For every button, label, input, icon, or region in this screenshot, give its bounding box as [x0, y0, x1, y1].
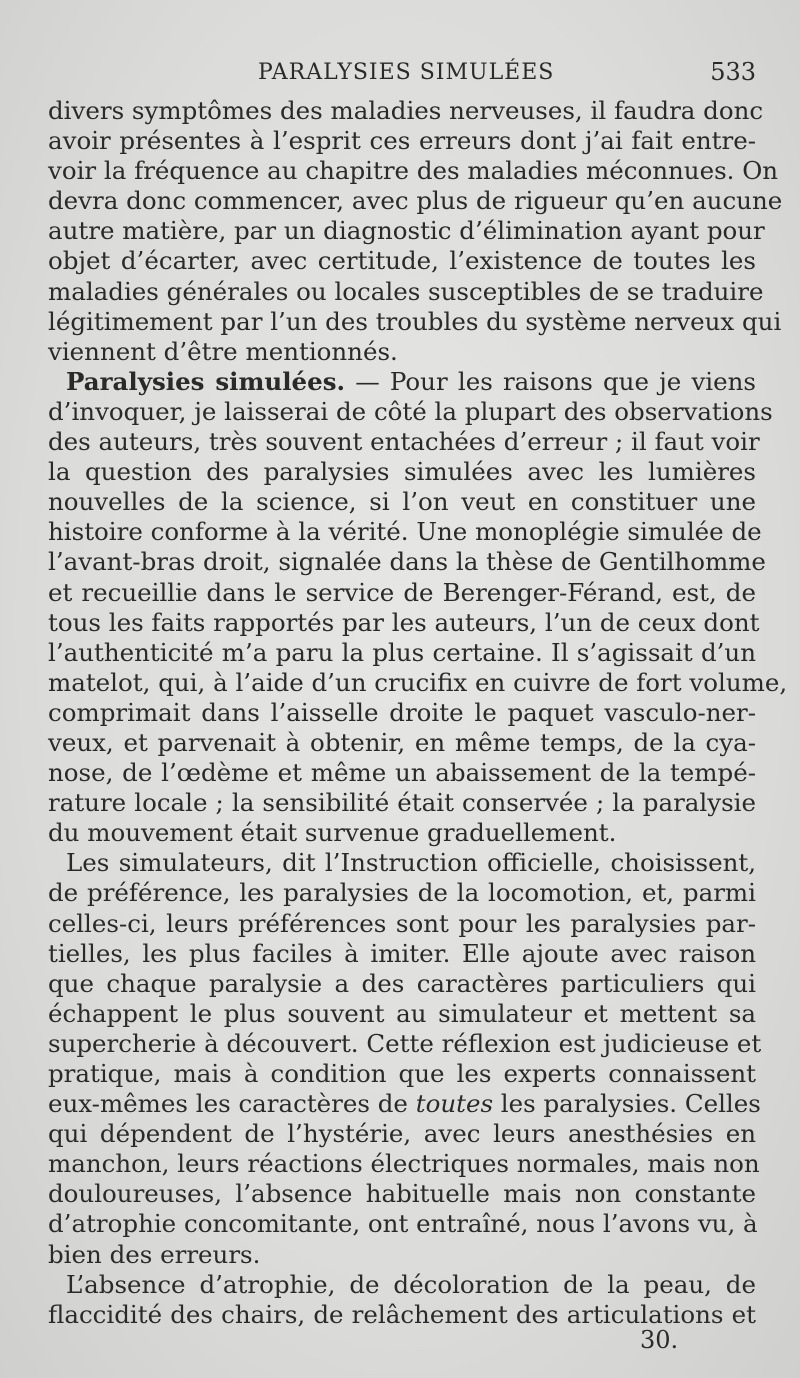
text-line: objet d’écarter, avec certitude, l’existence de toutes les — [48, 246, 756, 276]
running-title: PARALYSIES SIMULÉES — [258, 60, 555, 85]
signature-mark: 30. — [640, 1326, 679, 1354]
text-line: de préférence, les paralysies de la locomotion, et, parmi — [48, 878, 756, 908]
text-line: rature locale ; la sensibilité était conservée ; la paralysie — [48, 788, 756, 818]
page-number: 533 — [710, 58, 756, 86]
text-line: nouvelles de la science, si l’on veut en constituer une — [48, 487, 756, 517]
section-heading: Paralysies simulées. — [66, 366, 346, 396]
text-line: maladies générales ou locales susceptibles de se traduire — [48, 276, 764, 306]
text-line: d’invoquer, je laisserai de côté la plupart des observations — [48, 396, 773, 426]
text-line: matelot, qui, à l’aide d’un crucifix en cuivre de fort volume, — [48, 667, 788, 697]
text-line: supercherie à découvert. Cette réflexion est judicieuse et — [48, 1028, 762, 1058]
text-line: divers symptômes des maladies nerveuses, il faudra donc — [48, 96, 764, 125]
text-line: voir la fréquence au chapitre des maladies méconnues. On — [48, 156, 779, 186]
text-line: que chaque paralysie a des caractères particuliers qui — [48, 968, 756, 998]
text-line: manchon, leurs réactions électriques normales, mais non — [48, 1149, 760, 1179]
text-line: tielles, les plus faciles à imiter. Elle ajoute avec raison — [48, 938, 756, 968]
text-line: flaccidité des chairs, de relâchement des articulations et — [48, 1299, 756, 1329]
text-line: Les simulateurs, dit l’Instruction officielle, choisissent, — [66, 848, 756, 878]
text-line: qui dépendent de l’hystérie, avec leurs anesthésies en — [48, 1119, 756, 1149]
text-line: avoir présentes à l’esprit ces erreurs dont j’ai fait entre- — [48, 126, 756, 156]
text-line: la question des paralysies simulées avec les lumières — [48, 457, 756, 487]
emphasized-word: toutes — [415, 1089, 494, 1119]
text-line: nose, de l’œdème et même un abaissement de la tempé- — [48, 758, 756, 788]
text-line: d’atrophie concomitante, ont entraîné, nous l’avons vu, à — [48, 1209, 758, 1239]
text-segment: les paralysies. Celles — [493, 1089, 761, 1119]
text-line: des auteurs, très souvent entachées d’erreur ; il faut voir — [48, 427, 760, 457]
text-line: celles-ci, leurs préférences sont pour les paralysies par- — [48, 908, 756, 938]
section-first-line — [48, 367, 756, 397]
text-line-with-italic — [48, 1089, 761, 1119]
text-line: histoire conforme à la vérité. Une monoplégie simulée de — [48, 517, 762, 547]
text-line: du mouvement était survenue graduellement. — [48, 818, 617, 848]
text-line: devra donc commencer, avec plus de rigueur qu’en aucune — [48, 186, 783, 216]
text-line: pratique, mais à condition que les experts connaissent — [48, 1059, 756, 1088]
text-line: échappent le plus souvent au simulateur et mettent sa — [48, 998, 756, 1028]
text-segment: eux-mêmes les caractères de — [48, 1089, 416, 1119]
text-line: douloureuses, l’absence habituelle mais non constante — [48, 1179, 756, 1209]
page-header — [48, 58, 756, 90]
section-first-line-rest: — Pour les raisons que je viens — [345, 366, 756, 396]
text-line: comprimait dans l’aisselle droite le paquet vasculo-ner- — [48, 697, 756, 727]
text-line: autre matière, par un diagnostic d’élimination ayant pour — [48, 216, 765, 246]
text-line: et recueillie dans le service de Berenger-Férand, est, de — [48, 577, 756, 607]
text-line: bien des erreurs. — [48, 1239, 261, 1269]
text-line: viennent d’être mentionnés. — [48, 336, 398, 366]
body-text — [48, 96, 788, 1330]
text-line: l’avant-bras droit, signalée dans la thèse de Gentilhomme — [48, 547, 766, 577]
text-line: l’authenticité m’a paru la plus certaine. Il s’agissait d’un — [48, 637, 756, 667]
text-line: légitimement par l’un des troubles du système nerveux qui — [48, 306, 782, 336]
text-line: veux, et parvenait à obtenir, en même temps, de la cya- — [48, 727, 756, 757]
text-line: tous les faits rapportés par les auteurs, l’un de ceux dont — [48, 607, 760, 637]
text-line: L’absence d’atrophie, de décoloration de la peau, de — [66, 1269, 756, 1299]
